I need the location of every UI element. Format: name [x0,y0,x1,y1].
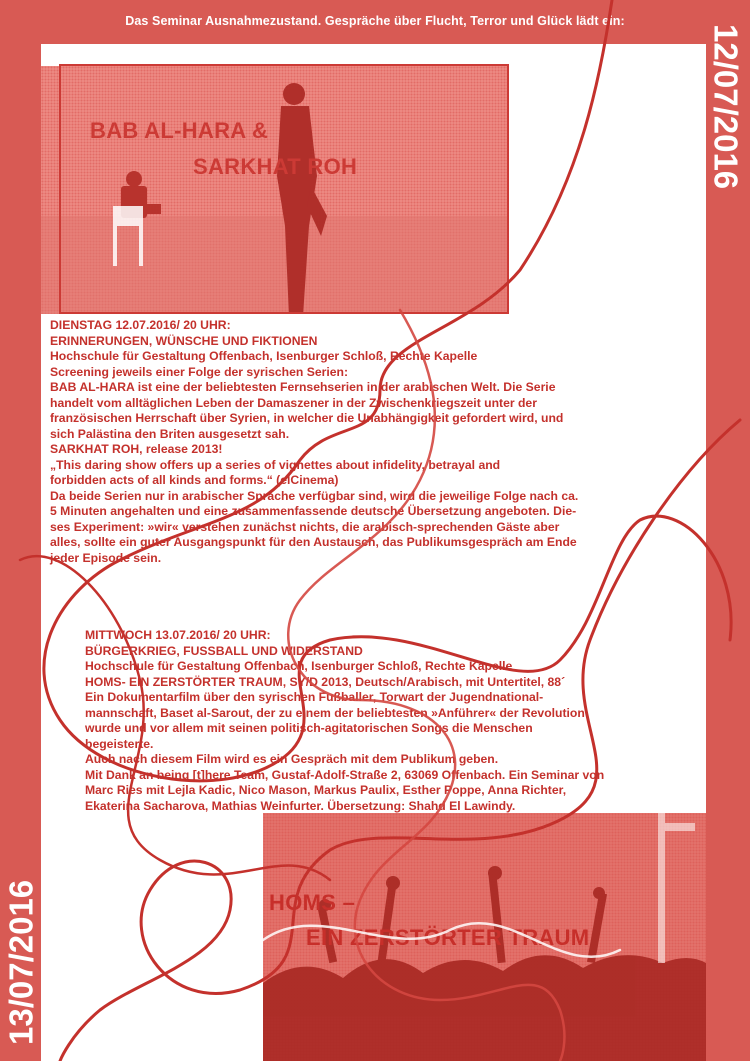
film1-title-line2: SARKHAT ROH [193,154,358,179]
event1-line: BAB AL-HARA ist eine der beliebtesten Fernsehserien in der arabischen Welt. Die Serie [50,380,556,394]
event1-line: sich Palästina den Briten ausgesetzt sah. [50,426,290,441]
event2-line: Mit Dank an being [t]here Team, Gustaf-Adolf-Straße 2, 63069 Offenbach. Ein Seminar von [85,767,605,782]
event1-line: ERINNERUNGEN, WÜNSCHE UND FIKTIONEN [50,333,318,348]
event2-line: Ekaterina Sacharova, Mathias Weinfurter. Übersetzung: Shahd El Lawindy. [85,798,516,813]
event2-line: Ein Dokumentarfilm über den syrischen Fußballer, Torwart der Jugendnational- [85,690,544,704]
event1-line: DIENSTAG 12.07.2016/ 20 UHR: [50,318,231,332]
event2-line: Hochschule für Gestaltung Offenbach, Isenburger Schloß, Rechte Kapelle [85,659,513,673]
event1-line: 5 Minuten angehalten und eine zusammenfassende deutsche Übersetzung angeboten. Die- [50,504,577,518]
event2-line: mannschaft, Baset al-Sarout, der zu einem der beliebtesten »Anführer« der Revolution [85,705,585,720]
film2-title-line1: HOMS – [269,890,356,915]
film1-title-line1: BAB AL-HARA & [90,118,269,143]
film2-title-line2: EIN ZERSTÖRTER TRAUM [306,925,590,950]
event2-line: begeisterte. [85,736,154,751]
event2-line: wurde und vor allem mit seinen politisch-agitatorischen Songs die Menschen [85,721,533,735]
event1-line: Screening jeweils einer Folge der syrischen Serien: [50,364,349,379]
event1-line: alles, sollte ein guter Ausgangspunkt für den Austausch, das Publikumsgespräch am Ende [50,535,577,549]
event1-line: handelt vom alltäglichen Leben der Damaszener in der Zwischenkriegszeit unter der [50,395,537,410]
event1-line: Hochschule für Gestaltung Offenbach, Isenburger Schloß, Rechte Kapelle [50,349,478,363]
event1-line: jeder Episode sein. [50,550,162,565]
date-right: 12/07/2016 [707,24,745,190]
event2-line: HOMS- EIN ZERSTÖRTER TRAUM, SY/D 2013, Deutsch/Arabisch, mit Untertitel, 88´ [85,674,566,689]
event1-line: forbidden acts of all kinds and forms.“ (elCinema) [50,473,339,487]
event1-line: SARKHAT ROH, release 2013! [50,442,223,456]
date-left: 13/07/2016 [2,879,40,1045]
event2-line: Auch nach diesem Film wird es ein Gespräch mit dem Publikum geben. [85,752,499,766]
event2-line: BÜRGERKRIEG, FUSSBALL UND WIDERSTAND [85,643,363,658]
event1-line: französischen Herrschaft über Syrien, in welcher die Unabhängigkeit gefordert wird, und [50,411,564,425]
header-text: Das Seminar Ausnahmezustand. Gespräche über Flucht, Terror und Glück lädt ein: [125,14,625,28]
event2-line: MITTWOCH 13.07.2016/ 20 UHR: [85,628,271,642]
event1-line: Da beide Serien nur in arabischer Sprache verfügbar sind, wird die jeweilige Folge nach ca. [50,488,579,503]
event1-line: ses Experiment: »wir« verstehen zunächst nichts, die arabisch-sprechenden Gäste aber [50,519,560,534]
event1-line: „This daring show offers up a series of vignettes about infidelity, betrayal and [50,457,501,472]
event2-line: Marc Ries mit Lejla Kadic, Nico Mason, Markus Paulix, Esther Poppe, Anna Richter, [85,783,567,797]
